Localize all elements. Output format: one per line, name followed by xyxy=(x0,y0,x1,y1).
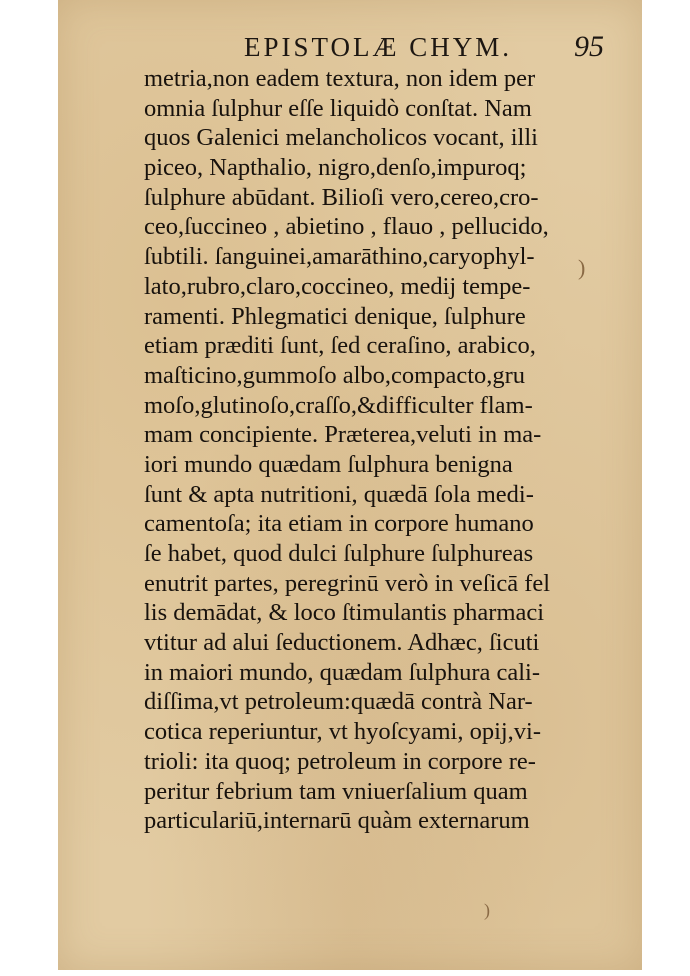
text-line: ramenti. Phlegmatici denique, ſulphure xyxy=(144,302,526,330)
text-line: mam concipiente. Præterea,veluti in ma- xyxy=(144,421,542,449)
text-line: ſe habet, quod dulci ſulphure ſulphureas xyxy=(144,540,534,567)
text-line: camentoſa; ita etiam in corpore humano xyxy=(144,510,534,538)
text-line: omnia ſulphur eſſe liquidò conſtat. Nam xyxy=(144,94,532,122)
text-line: ſulphure abūdant. Bilioſi vero,cereo,cro- xyxy=(144,183,539,211)
text-line: ſubtili. ſanguinei,amarāthino,caryophyl- xyxy=(144,243,535,271)
text-line: maſticino,gummoſo albo,compacto,gru xyxy=(144,361,526,389)
text-line: moſo,glutinoſo,craſſo,&difficulter flam- xyxy=(144,391,533,419)
text-line: cotica reperiuntur, vt hyoſcyami, opij,vi- xyxy=(144,718,542,746)
running-title: EPISTOLÆ CHYM. xyxy=(244,32,513,62)
page-number: 95 xyxy=(574,30,604,63)
text-line: particulariū,internarū quàm externarum xyxy=(144,807,530,835)
text-line: peritur febrium tam vniuerſalium quam xyxy=(144,777,528,805)
text-line: in maiori mundo, quædam ſulphura cali- xyxy=(144,658,541,686)
text-line: trioli: ita quoq; petroleum in corpore re- xyxy=(144,747,536,775)
text-line: enutrit partes, peregrinū verò in veſicā fel xyxy=(144,569,551,597)
text-line: iori mundo quædam ſulphura benigna xyxy=(144,450,513,478)
text-line: piceo, Napthalio, nigro,denſo,impuroq; xyxy=(144,154,527,182)
body-text xyxy=(144,64,604,836)
text-line: diſſima,vt petroleum:quædā contrà Nar- xyxy=(144,688,533,716)
book-page xyxy=(58,0,642,970)
text-line: metria,non eadem textura, non idem per xyxy=(144,65,536,92)
text-line: lis demādat, & loco ſtimulantis pharmaci xyxy=(144,599,545,627)
text-line: vtitur ad alui ſeductionem. Adhæc, ſicuti xyxy=(144,629,540,657)
text-line: quos Galenici melancholicos vocant, illi xyxy=(144,124,538,152)
margin-mark: ) xyxy=(578,255,586,280)
text-line: lato,rubro,claro,coccineo, medij tempe- xyxy=(144,272,531,300)
text-line: ceo,ſuccineo , abietino , flauo , pellucido, xyxy=(144,213,549,241)
text-line: ſunt & apta nutritioni, quædā ſola medi- xyxy=(144,480,534,508)
margin-mark: ) xyxy=(484,900,490,920)
text-line: etiam præditi ſunt, ſed ceraſino, arabico, xyxy=(144,332,536,360)
